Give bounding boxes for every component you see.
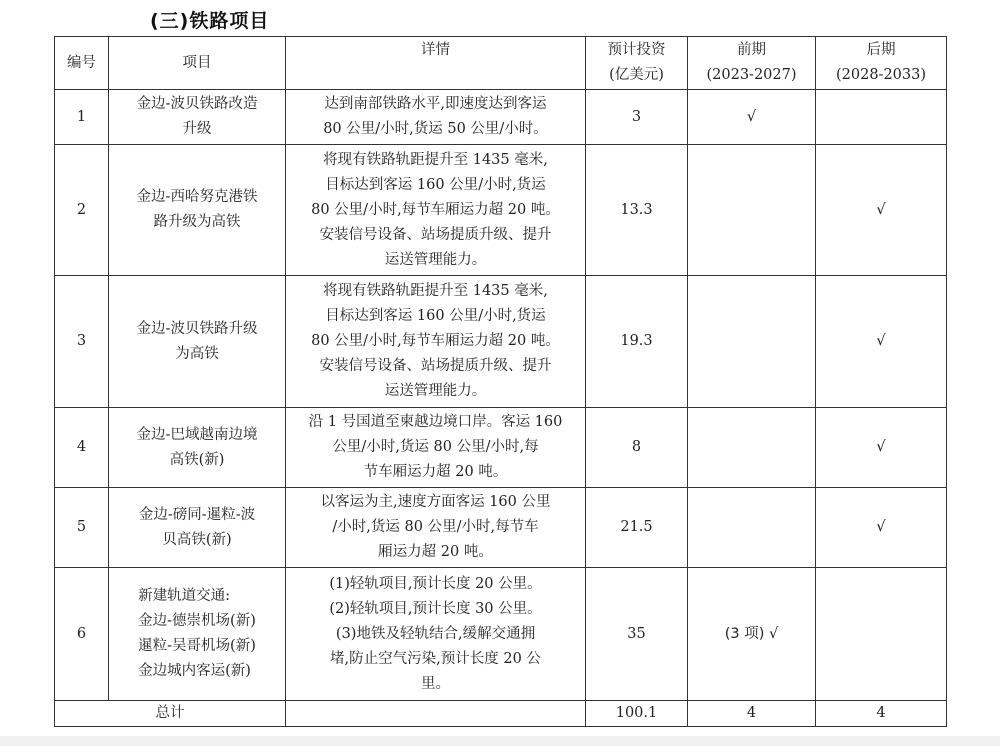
header-early: 前期 (2023-2027) bbox=[688, 37, 816, 90]
early-phase-mark bbox=[688, 408, 816, 488]
row-number: 2 bbox=[55, 145, 109, 276]
investment-value: 8 bbox=[586, 408, 688, 488]
project-detail-line: 80 公里/小时,货运 50 公里/小时。 bbox=[323, 121, 548, 137]
table-row bbox=[55, 90, 947, 145]
investment-value: 21.5 bbox=[586, 488, 688, 568]
project-detail bbox=[286, 408, 586, 488]
project-name bbox=[109, 276, 286, 408]
table-body bbox=[55, 90, 947, 727]
table-row bbox=[55, 145, 947, 276]
project-detail-line: 以客运为主,速度方面客运 160 公里 bbox=[320, 494, 551, 510]
project-detail-line: (3)地铁及轻轨结合,缓解交通拥 bbox=[335, 625, 536, 642]
project-detail-line: 运送管理能力。 bbox=[384, 383, 487, 399]
late-phase-mark: √ bbox=[816, 488, 947, 568]
project-detail bbox=[286, 488, 586, 568]
header-no: 编号 bbox=[55, 37, 109, 90]
project-detail-line: 里。 bbox=[421, 675, 450, 692]
section-title: (三)铁路项目 bbox=[150, 10, 270, 32]
project-name-line: 暹粒-吴哥机场(新) bbox=[138, 638, 256, 654]
project-name bbox=[109, 408, 286, 488]
early-phase-mark bbox=[688, 276, 816, 408]
header-detail: 详情 bbox=[286, 37, 586, 90]
project-name-line: 路升级为高铁 bbox=[153, 214, 241, 230]
project-detail-line: 80 公里/小时,每节车厢运力超 20 吨。 bbox=[311, 333, 560, 349]
header-row bbox=[55, 37, 947, 90]
project-detail-line: 节车厢运力超 20 吨。 bbox=[363, 464, 508, 480]
project-detail bbox=[286, 145, 586, 276]
project-detail-line: 达到南部铁路水平,即速度达到客运 bbox=[324, 96, 547, 112]
project-detail-line: 目标达到客运 160 公里/小时,货运 bbox=[325, 176, 546, 193]
project-name-line: 为高铁 bbox=[175, 345, 219, 362]
project-name-line: 金边-巴域越南边境 bbox=[136, 426, 258, 443]
row-number: 6 bbox=[55, 568, 109, 701]
late-phase-mark: √ bbox=[816, 145, 947, 276]
project-detail-line: /小时,货运 80 公里/小时,每节车 bbox=[332, 519, 539, 535]
project-detail-line: 厢运力超 20 吨。 bbox=[378, 544, 493, 560]
total-row bbox=[55, 701, 947, 727]
investment-value: 19.3 bbox=[586, 276, 688, 408]
project-name bbox=[109, 568, 286, 701]
investment-value: 35 bbox=[586, 568, 688, 701]
project-name bbox=[109, 90, 286, 145]
project-name-line: 高铁(新) bbox=[169, 451, 225, 468]
table-row bbox=[55, 276, 947, 408]
row-number: 5 bbox=[55, 488, 109, 568]
project-detail-line: 公里/小时,货运 80 公里/小时,每 bbox=[332, 439, 539, 455]
project-name-line: 金边-西哈努克港铁 bbox=[136, 189, 258, 205]
project-detail bbox=[286, 90, 586, 145]
project-name-line: 金边-波贝铁路改造 bbox=[136, 96, 258, 112]
late-phase-mark bbox=[816, 90, 947, 145]
early-phase-mark bbox=[688, 145, 816, 276]
row-number: 4 bbox=[55, 408, 109, 488]
header-late: 后期 (2028-2033) bbox=[816, 37, 947, 90]
project-detail-line: 运送管理能力。 bbox=[384, 251, 487, 268]
project-detail-line: 目标达到客运 160 公里/小时,货运 bbox=[325, 308, 546, 324]
late-phase-mark bbox=[816, 568, 947, 701]
project-detail bbox=[286, 276, 586, 408]
project-name bbox=[109, 145, 286, 276]
project-name-line: 新建轨道交通: bbox=[138, 588, 231, 604]
project-detail-line: 堵,防止空气污染,预计长度 20 公 bbox=[330, 650, 541, 667]
page-bottom-strip bbox=[0, 736, 1000, 746]
project-name-line: 金边-磅同-暹粒-波 bbox=[138, 506, 256, 523]
total-detail bbox=[286, 701, 586, 727]
early-phase-mark: (3 项) √ bbox=[688, 568, 816, 701]
total-late: 4 bbox=[816, 701, 947, 727]
header-project: 项目 bbox=[109, 37, 286, 90]
late-phase-mark: √ bbox=[816, 276, 947, 408]
table-row bbox=[55, 408, 947, 488]
table-row bbox=[55, 568, 947, 701]
project-detail-line: (1)轻轨项目,预计长度 20 公里。 bbox=[329, 575, 542, 592]
project-detail-line: 将现有铁路轨距提升至 1435 毫米, bbox=[323, 283, 548, 299]
header-investment: 预计投资 (亿美元) bbox=[586, 37, 688, 90]
early-phase-mark: √ bbox=[688, 90, 816, 145]
project-name bbox=[109, 488, 286, 568]
total-investment: 100.1 bbox=[586, 701, 688, 727]
railway-projects-table bbox=[54, 36, 947, 727]
project-name-line: 贝高铁(新) bbox=[162, 531, 232, 548]
early-phase-mark bbox=[688, 488, 816, 568]
project-detail-line: (2)轻轨项目,预计长度 30 公里。 bbox=[329, 600, 542, 617]
total-label: 总计 bbox=[55, 701, 286, 727]
project-name-line: 升级 bbox=[182, 121, 212, 137]
late-phase-mark: √ bbox=[816, 408, 947, 488]
project-detail-line: 沿 1 号国道至柬越边境口岸。客运 160 bbox=[308, 414, 563, 430]
investment-value: 13.3 bbox=[586, 145, 688, 276]
row-number: 1 bbox=[55, 90, 109, 145]
investment-value: 3 bbox=[586, 90, 688, 145]
table-row bbox=[55, 488, 947, 568]
row-number: 3 bbox=[55, 276, 109, 408]
project-detail-line: 80 公里/小时,每节车厢运力超 20 吨。 bbox=[311, 201, 560, 218]
project-name-line: 金边城内客运(新) bbox=[138, 663, 251, 679]
project-detail bbox=[286, 568, 586, 701]
project-detail-line: 安装信号设备、站场提质升级、提升 bbox=[319, 226, 552, 243]
total-early: 4 bbox=[688, 701, 816, 727]
project-detail-line: 将现有铁路轨距提升至 1435 毫米, bbox=[323, 151, 548, 168]
project-name-line: 金边-波贝铁路升级 bbox=[136, 320, 258, 337]
project-name-line: 金边-德崇机场(新) bbox=[138, 613, 256, 629]
project-detail-line: 安装信号设备、站场提质升级、提升 bbox=[319, 358, 552, 374]
